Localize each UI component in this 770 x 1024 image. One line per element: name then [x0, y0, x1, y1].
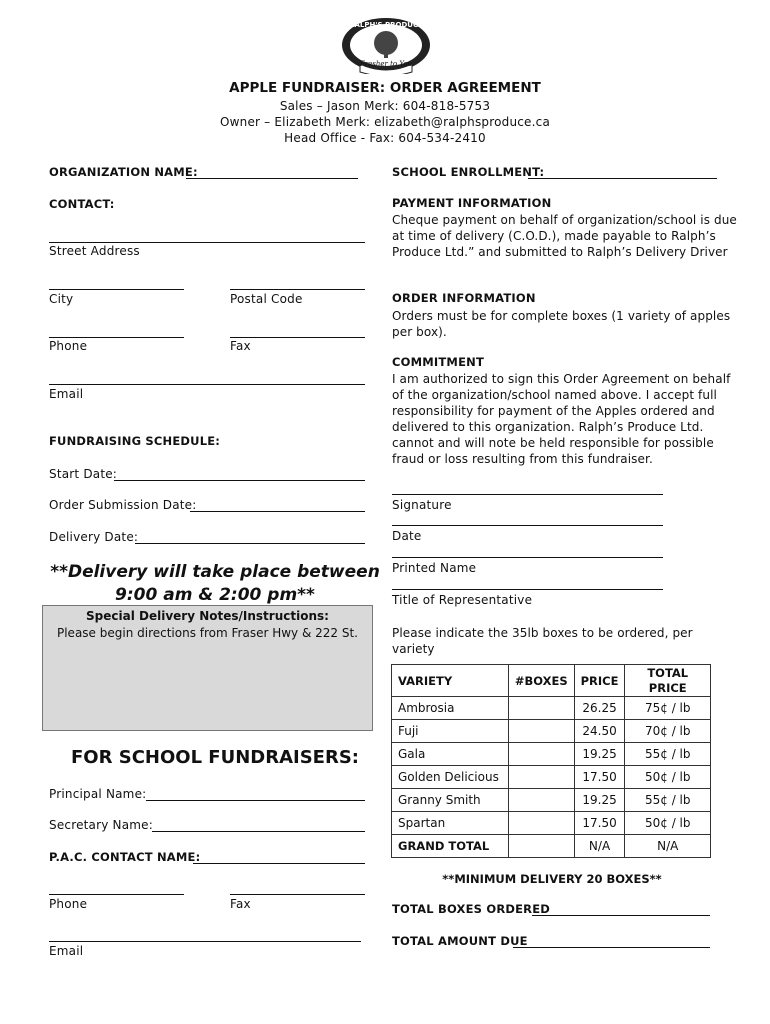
fax-field[interactable]	[230, 337, 365, 338]
price-cell: 24.50	[574, 720, 625, 743]
commitment-text: I am authorized to sign this Order Agreement on behalf of the organization/school named above. I accept full responsibility for payment of the Apples ordered and delivered to this organization. Ralph’s Produce Ltd. cannot and will note be held responsible for possible fraud or loss resulting from this fundraiser.	[392, 372, 731, 466]
printed-name-field[interactable]	[392, 557, 663, 558]
delivery-note-line1: **Delivery will take place between	[50, 562, 380, 582]
office-fax: Head Office - Fax: 604-534-2410	[284, 131, 486, 145]
table-header-row	[392, 665, 711, 697]
boxes-cell[interactable]	[508, 789, 574, 812]
table-row	[392, 766, 711, 789]
fax-label: Fax	[230, 339, 251, 353]
order-info-text: Orders must be for complete boxes (1 variety of apples per box).	[392, 309, 731, 339]
title-rep-label: Title of Representative	[392, 593, 533, 607]
header-boxes: #BOXES	[508, 665, 574, 697]
signature-label: Signature	[392, 498, 452, 512]
fax2-label: Fax	[230, 897, 251, 911]
logo	[340, 16, 432, 74]
header-variety: VARIETY	[392, 665, 509, 697]
grand-total-label: GRAND TOTAL	[392, 835, 509, 858]
enrollment-label: SCHOOL ENROLLMENT:	[392, 165, 545, 179]
start-date-label: Start Date:	[49, 467, 118, 481]
variety-cell: Gala	[392, 743, 509, 766]
boxes-cell[interactable]	[508, 766, 574, 789]
header-price: PRICE	[574, 665, 625, 697]
variety-cell: Fuji	[392, 720, 509, 743]
variety-cell: Ambrosia	[392, 697, 509, 720]
total-boxes-field[interactable]	[532, 915, 710, 916]
city-field[interactable]	[49, 289, 184, 290]
price-cell: 17.50	[574, 766, 625, 789]
delivery-date-label: Delivery Date:	[49, 530, 139, 544]
total-amount-label: TOTAL AMOUNT DUE	[392, 934, 528, 948]
price-cell: 19.25	[574, 789, 625, 812]
special-notes-text: Please begin directions from Fraser Hwy & 222 St.	[56, 626, 358, 640]
secretary-field[interactable]	[152, 831, 365, 832]
table-row	[392, 697, 711, 720]
total-cell: 55¢ / lb	[625, 789, 711, 812]
commitment-label: COMMITMENT	[392, 355, 484, 369]
org-name-label: ORGANIZATION NAME:	[49, 165, 198, 179]
logo-text: RALPH'S PRODUCE	[349, 21, 423, 29]
delivery-note-line2: 9:00 am & 2:00 pm**	[115, 585, 315, 605]
street-label: Street Address	[49, 244, 140, 258]
grand-total-row	[392, 835, 711, 858]
title-rep-field[interactable]	[392, 589, 663, 590]
principal-field[interactable]	[146, 800, 365, 801]
total-cell: 55¢ / lb	[625, 743, 711, 766]
phone2-label: Phone	[49, 897, 88, 911]
boxes-cell[interactable]	[508, 812, 574, 835]
owner-contact: Owner – Elizabeth Merk: elizabeth@ralphsproduce.ca	[219, 115, 551, 129]
order-info-label: ORDER INFORMATION	[392, 291, 536, 305]
email2-label: Email	[49, 944, 84, 958]
boxes-cell[interactable]	[508, 697, 574, 720]
phone-field[interactable]	[49, 337, 184, 338]
payment-text: Cheque payment on behalf of organization/school is due at time of delivery (C.O.D.), made payable to Ralph’s Produce Ltd.” and submitted to Ralph’s Delivery Driver	[392, 213, 737, 259]
special-notes-title: Special Delivery Notes/Instructions:	[86, 609, 329, 623]
city-label: City	[49, 292, 74, 306]
principal-label: Principal Name:	[49, 787, 147, 801]
logo-tagline: Fresher to You	[359, 60, 413, 68]
street-field[interactable]	[49, 242, 365, 243]
indicate-text: Please indicate the 35lb boxes to be ordered, per variety	[392, 626, 693, 656]
total-cell: 50¢ / lb	[625, 812, 711, 835]
pac-label: P.A.C. CONTACT NAME:	[49, 850, 201, 864]
email-label: Email	[49, 387, 84, 401]
variety-cell: Golden Delicious	[392, 766, 509, 789]
header-total-price: TOTAL PRICE	[625, 665, 711, 697]
date-field[interactable]	[392, 525, 663, 526]
email2-field[interactable]	[49, 941, 361, 942]
variety-cell: Granny Smith	[392, 789, 509, 812]
price-cell: 17.50	[574, 812, 625, 835]
special-notes-box[interactable]	[42, 605, 373, 731]
total-cell: 50¢ / lb	[625, 766, 711, 789]
order-date-field[interactable]	[190, 511, 365, 512]
variety-cell: Spartan	[392, 812, 509, 835]
boxes-cell[interactable]	[508, 743, 574, 766]
fax2-field[interactable]	[230, 894, 365, 895]
table-row	[392, 789, 711, 812]
org-name-field[interactable]	[186, 178, 358, 179]
start-date-field[interactable]	[114, 480, 365, 481]
price-cell: 26.25	[574, 697, 625, 720]
enrollment-field[interactable]	[528, 178, 717, 179]
sales-contact: Sales – Jason Merk: 604-818-5753	[279, 99, 491, 113]
price-cell: 19.25	[574, 743, 625, 766]
postal-label: Postal Code	[230, 292, 303, 306]
printed-name-label: Printed Name	[392, 561, 477, 575]
date-label: Date	[392, 529, 422, 543]
order-table	[391, 664, 711, 858]
page-title: APPLE FUNDRAISER: ORDER AGREEMENT	[229, 80, 541, 96]
table-row	[392, 743, 711, 766]
table-row	[392, 812, 711, 835]
total-cell: 70¢ / lb	[625, 720, 711, 743]
phone-label: Phone	[49, 339, 88, 353]
schedule-label: FUNDRAISING SCHEDULE:	[49, 434, 221, 448]
phone2-field[interactable]	[49, 894, 184, 895]
grand-total-boxes[interactable]	[508, 835, 574, 858]
total-amount-field[interactable]	[513, 947, 710, 948]
email-field[interactable]	[49, 384, 365, 385]
delivery-date-field[interactable]	[135, 543, 365, 544]
secretary-label: Secretary Name:	[49, 818, 154, 832]
signature-field[interactable]	[392, 494, 663, 495]
payment-label: PAYMENT INFORMATION	[392, 196, 552, 210]
table-row	[392, 720, 711, 743]
minimum-delivery-note: **MINIMUM DELIVERY 20 BOXES**	[442, 872, 662, 886]
school-heading: FOR SCHOOL FUNDRAISERS:	[71, 747, 359, 768]
order-date-label: Order Submission Date:	[49, 498, 197, 512]
grand-total-total: N/A	[625, 835, 711, 858]
postal-field[interactable]	[230, 289, 365, 290]
contact-label: CONTACT:	[49, 197, 115, 211]
pac-field[interactable]	[193, 863, 365, 864]
total-cell: 75¢ / lb	[625, 697, 711, 720]
boxes-cell[interactable]	[508, 720, 574, 743]
grand-total-price: N/A	[574, 835, 625, 858]
total-boxes-label: TOTAL BOXES ORDERED	[392, 902, 551, 916]
